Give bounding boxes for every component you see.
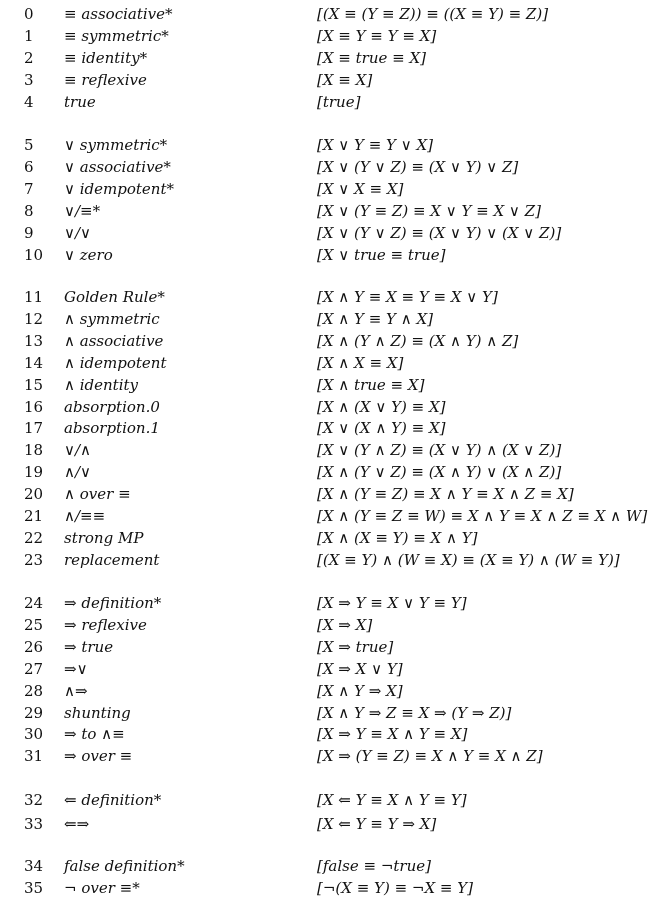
law-number: 31 [24, 747, 44, 766]
law-row [0, 308, 654, 330]
law-row [0, 680, 654, 702]
law-formula: [X ∧ (Y ≡ Z ≡ W) ≡ X ∧ Y ≡ X ∧ Z ≡ X ∧ W] [317, 507, 648, 525]
law-formula: [X ∧ Y ⇒ Z ≡ X ⇒ (Y ⇒ Z)] [317, 703, 512, 722]
law-row [0, 178, 654, 200]
law-row [0, 396, 654, 418]
law-formula: [X ⇒ (Y ≡ Z) ≡ X ∧ Y ≡ X ∧ Z] [317, 747, 543, 766]
law-row [0, 3, 654, 25]
law-number: 35 [24, 879, 44, 897]
law-row [0, 439, 654, 461]
law-name: ∧ associative [64, 331, 164, 350]
law-formula: [¬(X ≡ Y) ≡ ¬X ≡ Y] [317, 879, 474, 897]
law-number: 11 [24, 288, 44, 306]
law-formula: [X ⇒ X ∨ Y] [317, 659, 403, 678]
law-name: replacement [64, 550, 160, 569]
law-number: 17 [24, 419, 44, 438]
law-row [0, 483, 654, 505]
law-number: 28 [24, 681, 44, 700]
law-row [0, 855, 654, 877]
law-number: 12 [24, 309, 44, 328]
law-number: 25 [24, 615, 44, 634]
law-number: 10 [24, 245, 44, 264]
law-formula: [false ≡ ¬true] [317, 857, 431, 875]
law-row [0, 658, 654, 680]
law-row [0, 461, 654, 483]
law-name: ∧ symmetric [64, 309, 160, 328]
law-number: 18 [24, 441, 44, 460]
law-row [0, 813, 654, 835]
law-name: ¬ over ≡* [64, 879, 140, 897]
law-number: 22 [24, 528, 44, 547]
law-row [0, 505, 654, 527]
law-row [0, 614, 654, 636]
law-number: 34 [24, 857, 44, 875]
law-formula: [X ∨ X ≡ X] [317, 179, 404, 198]
law-number: 32 [24, 791, 44, 809]
law-name: ∧/∨ [64, 463, 92, 482]
law-row [0, 244, 654, 266]
law-number: 26 [24, 637, 44, 656]
law-formula: [X ∧ Y ≡ X ≡ Y ≡ X ∨ Y] [317, 288, 498, 306]
law-row [0, 789, 654, 811]
law-formula: [X ∧ Y ≡ Y ∧ X] [317, 309, 434, 328]
law-formula: [X ⇒ Y ≡ X ∨ Y ≡ Y] [317, 594, 467, 612]
law-name: ⇒ definition* [64, 594, 162, 612]
law-number: 16 [24, 397, 44, 416]
law-number: 13 [24, 331, 44, 350]
law-row [0, 723, 654, 745]
law-row [0, 636, 654, 658]
law-row [0, 156, 654, 178]
law-name: false definition* [64, 857, 185, 875]
law-number: 6 [24, 157, 34, 176]
law-formula: [X ⇒ true] [317, 637, 394, 656]
law-name: Golden Rule* [64, 288, 165, 306]
law-row [0, 745, 654, 767]
law-name: ⇐⇒ [64, 814, 90, 833]
law-number: 7 [24, 179, 34, 198]
law-name: ⇒∨ [64, 659, 88, 678]
law-name: ≡ reflexive [64, 70, 147, 89]
law-name: ∨/∧ [64, 441, 92, 460]
law-row [0, 417, 654, 439]
law-row [0, 25, 654, 47]
law-formula: [X ⇐ Y ≡ X ∧ Y ≡ Y] [317, 791, 467, 809]
law-name: true [64, 92, 96, 111]
law-name: ∨ associative* [64, 157, 171, 176]
law-name: ∨/∨ [64, 223, 92, 242]
law-formula: [X ∨ Y ≡ Y ∨ X] [317, 136, 434, 154]
law-name: ∨ symmetric* [64, 136, 168, 154]
law-row [0, 200, 654, 222]
law-number: 15 [24, 375, 44, 394]
law-name: absorption.0 [64, 397, 160, 416]
law-row [0, 592, 654, 614]
law-formula: [X ∨ (Y ≡ Z) ≡ X ∨ Y ≡ X ∨ Z] [317, 201, 541, 220]
law-formula: [X ∧ (X ≡ Y) ≡ X ∧ Y] [317, 528, 478, 547]
law-name: ⇐ definition* [64, 791, 162, 809]
law-name: absorption.1 [64, 419, 160, 438]
law-number: 0 [24, 5, 34, 23]
law-formula: [X ≡ true ≡ X] [317, 48, 427, 67]
law-name: ∧⇒ [64, 681, 88, 700]
law-name: ≡ associative* [64, 5, 173, 23]
law-name: ≡ identity* [64, 48, 148, 67]
law-number: 3 [24, 70, 34, 89]
law-number: 19 [24, 463, 44, 482]
law-name: strong MP [64, 528, 144, 547]
law-number: 33 [24, 814, 44, 833]
law-number: 5 [24, 136, 34, 154]
law-row [0, 330, 654, 352]
law-name: shunting [64, 703, 131, 722]
law-formula: [X ⇒ Y ≡ X ∧ Y ≡ X] [317, 725, 468, 744]
law-number: 4 [24, 92, 34, 111]
law-formula: [X ∧ true ≡ X] [317, 375, 425, 394]
law-row [0, 69, 654, 91]
law-row [0, 91, 654, 113]
law-formula: [X ∨ true ≡ true] [317, 245, 446, 264]
law-formula: [X ∨ (Y ∨ Z) ≡ (X ∨ Y) ∨ (X ∨ Z)] [317, 223, 562, 242]
law-row [0, 286, 654, 308]
law-number: 8 [24, 201, 34, 220]
law-name: ∨ idempotent* [64, 179, 174, 198]
law-formula: [X ∧ (Y ∧ Z) ≡ (X ∧ Y) ∧ Z] [317, 331, 519, 350]
law-formula: [X ∧ (Y ≡ Z) ≡ X ∧ Y ≡ X ∧ Z ≡ X] [317, 485, 574, 504]
law-formula: [X ⇒ X] [317, 615, 373, 634]
law-number: 29 [24, 703, 44, 722]
law-formula: [X ≡ Y ≡ Y ≡ X] [317, 26, 437, 45]
law-name: ∨ zero [64, 245, 113, 264]
law-formula: [X ∨ (X ∧ Y) ≡ X] [317, 419, 446, 438]
law-number: 1 [24, 26, 34, 45]
law-name: ∧ over ≡ [64, 485, 131, 504]
law-formula: [(X ≡ Y) ∧ (W ≡ X) ≡ (X ≡ Y) ∧ (W ≡ Y)] [317, 550, 620, 569]
law-number: 21 [24, 507, 44, 525]
law-row [0, 549, 654, 571]
law-name: ∧ idempotent [64, 353, 167, 372]
law-formula: [(X ≡ (Y ≡ Z)) ≡ ((X ≡ Y) ≡ Z)] [317, 5, 549, 23]
law-name: ⇒ true [64, 637, 114, 656]
law-row [0, 527, 654, 549]
law-number: 14 [24, 353, 44, 372]
law-row [0, 352, 654, 374]
law-number: 24 [24, 594, 44, 612]
law-name: ∨/≡* [64, 201, 101, 220]
law-formula: [X ⇐ Y ≡ Y ⇒ X] [317, 814, 437, 833]
law-formula: [X ∧ (X ∨ Y) ≡ X] [317, 397, 446, 416]
law-formula: [X ∧ X ≡ X] [317, 353, 404, 372]
law-name: ∧ identity [64, 375, 139, 394]
law-formula: [X ∨ (Y ∧ Z) ≡ (X ∨ Y) ∧ (X ∨ Z)] [317, 441, 562, 460]
law-row [0, 47, 654, 69]
law-row [0, 222, 654, 244]
law-row [0, 134, 654, 156]
law-name: ∧/≡≡ [64, 507, 106, 525]
law-formula: [X ∧ Y ⇒ X] [317, 681, 403, 700]
law-formula: [X ≡ X] [317, 70, 373, 89]
law-number: 2 [24, 48, 34, 67]
law-row [0, 877, 654, 899]
law-formula: [X ∨ (Y ∨ Z) ≡ (X ∨ Y) ∨ Z] [317, 157, 519, 176]
law-row [0, 702, 654, 724]
law-name: ⇒ over ≡ [64, 747, 133, 766]
law-formula: [X ∧ (Y ∨ Z) ≡ (X ∧ Y) ∨ (X ∧ Z)] [317, 463, 562, 482]
law-name: ≡ symmetric* [64, 26, 169, 45]
law-name: ⇒ reflexive [64, 615, 147, 634]
law-row [0, 374, 654, 396]
law-number: 9 [24, 223, 34, 242]
law-formula: [true] [317, 92, 361, 111]
law-number: 27 [24, 659, 44, 678]
law-number: 23 [24, 550, 44, 569]
law-number: 20 [24, 485, 44, 504]
law-number: 30 [24, 725, 44, 744]
law-name: ⇒ to ∧≡ [64, 725, 125, 744]
